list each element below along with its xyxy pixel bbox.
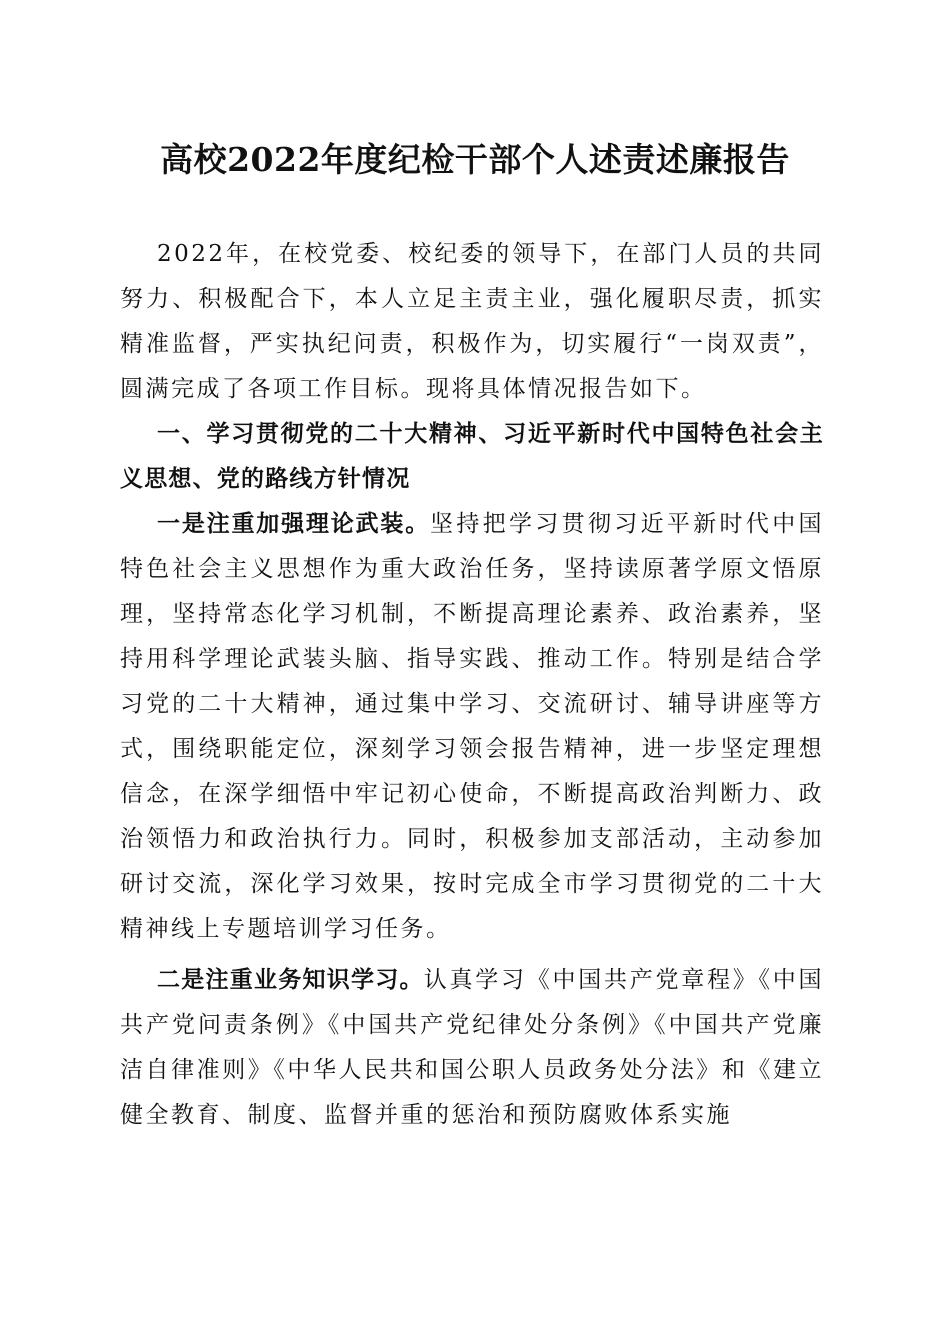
document-body — [120, 232, 824, 1138]
document-title: 高校2022年度纪检干部个人述责述廉报告 — [160, 140, 790, 179]
paragraph-business-study — [120, 958, 824, 1138]
paragraph-text: 坚持把学习贯彻习近平新时代中国特色社会主义思想作为重大政治任务，坚持读原著学原文悟原理，坚持常态化学习机制，不断提高理论素养、政治素养，坚持用科学理论武装头脑、指导实践、推动工作。特别是结合学习党的二十大精神，通过集中学习、交流研讨、辅导讲座等方式，围绕职能定位，深刻学习领会报告精神，进一步坚定理想信念，在深学细悟中牢记初心使命，不断提高政治判断力、政治领悟力和政治执行力。同时，积极参加支部活动，主动参加研讨交流，深化学习效果，按时完成全市学习贯彻党的二十大精神线上专题培训学习任务。 — [120, 511, 825, 942]
paragraph-text: 认真学习《中国共产党章程》《中国共产党问责条例》《中国共产党纪律处分条例》《中国共产党廉洁自律准则》《中华人民共和国公职人员政务处分法》和《建立健全教育、制度、监督并重的惩治和预防腐败体系实施 — [120, 967, 824, 1128]
paragraph-lead: 一是注重加强理论武装。 — [157, 511, 431, 537]
intro-paragraph: 2022年，在校党委、校纪委的领导下，在部门人员的共同努力、积极配合下，本人立足主责主业，强化履职尽责，抓实精准监督，严实执纪问责，积极作为，切实履行“一岗双责”，圆满完成了各项工作目标。现将具体情况报告如下。 — [120, 241, 824, 402]
section-heading: 一、学习贯彻党的二十大精神、习近平新时代中国特色社会主义思想、党的路线方针情况 — [120, 421, 824, 492]
paragraph-theory-study — [120, 502, 824, 952]
paragraph-lead: 二是注重业务知识学习。 — [157, 967, 424, 993]
